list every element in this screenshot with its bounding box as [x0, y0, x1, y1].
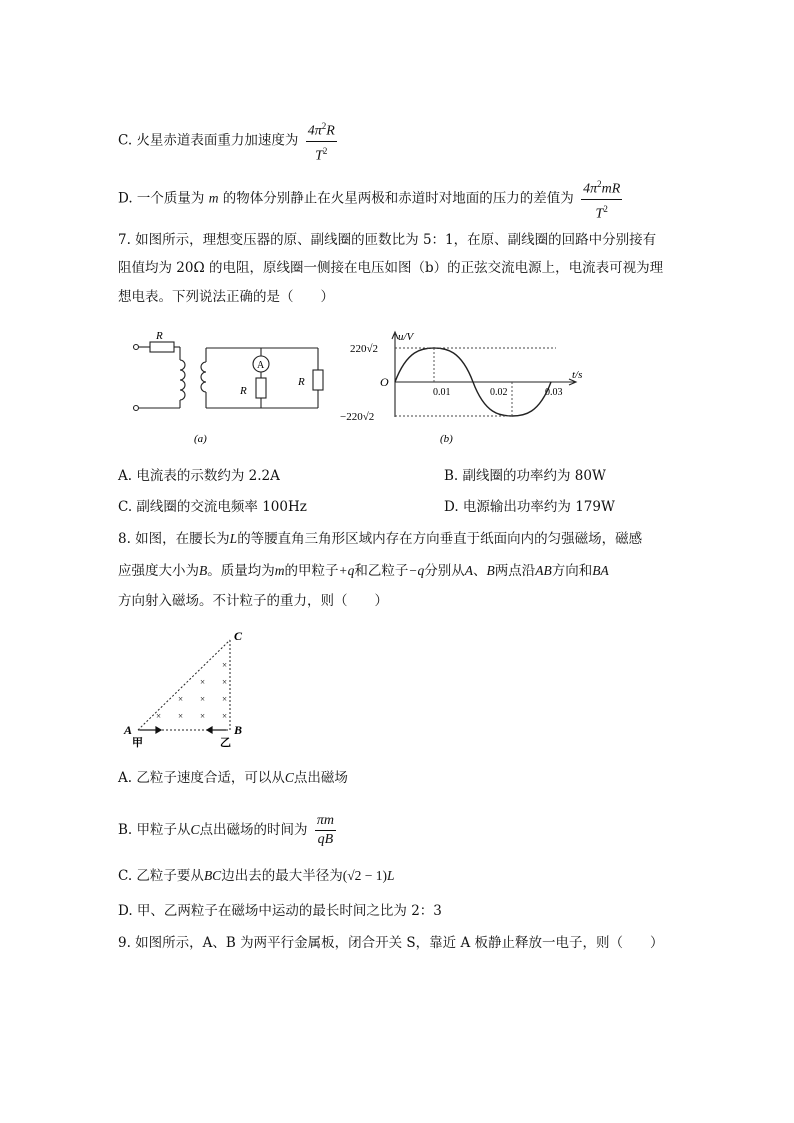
- terminal-top: [134, 345, 139, 350]
- frac-num-post: R: [326, 123, 335, 139]
- option-6d-fraction: [581, 175, 622, 223]
- terminal-bottom: [134, 406, 139, 411]
- y-axis-label: u/V: [398, 331, 414, 343]
- svg-text:×: ×: [178, 694, 184, 704]
- label-r-mid: R: [240, 385, 247, 397]
- svg-text:×: ×: [222, 660, 228, 670]
- tick-0-02: 0.02: [490, 387, 508, 398]
- secondary-coil: [201, 362, 206, 392]
- q7-option-b: B. 副线圈的功率约为 80W: [444, 468, 606, 484]
- q8-l2d: 和乙粒子: [354, 563, 409, 579]
- label-yi: 乙: [220, 737, 231, 749]
- q7-option-c: C. 副线圈的交流电频率 100Hz: [118, 499, 307, 515]
- q8-l2a: 应强度大小为: [118, 563, 199, 579]
- q8-opt-c-expr: (√2 − 1): [342, 868, 387, 883]
- option-6c: [118, 117, 337, 165]
- q8-option-a: [118, 768, 348, 788]
- q7-line2: 阻值均为 20Ω 的电阻，原线圈一侧接在电压如图（b）的正弦交流电源上，电流表可视为理: [118, 260, 664, 276]
- frac-den-sup: 2: [603, 203, 608, 214]
- q8-line3: 方向射入磁场。不计粒子的重力，则（ ）: [118, 593, 388, 609]
- y-top-label: 220√2: [350, 343, 379, 355]
- svg-text:×: ×: [200, 711, 206, 721]
- var-B2: B: [486, 563, 495, 578]
- label-r-top: R: [156, 330, 163, 342]
- q8-line1: [118, 529, 642, 549]
- resistor-primary: [150, 342, 174, 352]
- frac-num-pre: 4π: [583, 181, 598, 197]
- q7-option-a: A. 电流表的示数约为 2.2A: [118, 468, 280, 484]
- y-bottom-label: −220√2: [340, 411, 375, 423]
- q8-figure-triangle: [118, 628, 258, 753]
- vertex-c: C: [234, 629, 243, 643]
- label-jia: 甲: [132, 737, 143, 749]
- label-ammeter: A: [257, 360, 265, 371]
- svg-text:×: ×: [178, 711, 184, 721]
- q8-l1b: 的等腰直角三角形区域内存在方向垂直于纸面向内的匀强磁场，磁感: [237, 531, 643, 547]
- q8-l2g: 两点沿: [494, 563, 536, 579]
- var-C: C: [284, 770, 294, 785]
- q7-line3: 想电表。下列说法正确的是（ ）: [118, 289, 334, 305]
- frac-num: πm: [315, 812, 336, 831]
- frac-den-pre: T: [315, 148, 323, 164]
- q8-opt-b-1: B. 甲粒子从: [118, 822, 191, 838]
- svg-text:×: ×: [222, 711, 228, 721]
- q9-line1: 9. 如图所示，A、B 为两平行金属板，闭合开关 S，靠近 A 板静止释放一电子，则（ ）: [118, 935, 664, 951]
- q8-l2b: 。质量均为: [207, 563, 275, 579]
- q8-l1a: 8. 如图，在腰长为: [118, 531, 230, 547]
- vertex-b: B: [234, 723, 243, 737]
- option-6d-text: D. 一个质量为: [118, 190, 205, 207]
- var-B: B: [199, 563, 208, 578]
- svg-text:×: ×: [222, 677, 228, 687]
- svg-text:×: ×: [200, 694, 206, 704]
- q8-opt-c-2: 边出去的最大半径为: [221, 868, 343, 884]
- frac-num-pre: 4π: [307, 123, 322, 139]
- svg-text:×: ×: [222, 694, 228, 704]
- q8-opt-a-2: 点出磁场: [293, 770, 348, 786]
- vertex-a: A: [124, 723, 133, 737]
- var-L: L: [386, 868, 395, 883]
- q7-option-d: D. 电源输出功率约为 179W: [444, 499, 615, 515]
- option-6d: [118, 175, 622, 223]
- var-AB: AB: [535, 563, 552, 578]
- frac-den-pre: T: [595, 206, 604, 222]
- label-r-right: R: [298, 376, 305, 388]
- var-plus-q: +q: [338, 563, 355, 578]
- var-m: m: [274, 563, 285, 578]
- var-m: m: [208, 190, 219, 206]
- q8-opt-b-fraction: [315, 812, 336, 849]
- origin-label: O: [380, 375, 389, 389]
- frac-den-sup: 2: [322, 145, 328, 156]
- tick-0-03: 0.03: [545, 387, 563, 398]
- q7-figure-a-circuit: [122, 322, 342, 447]
- q8-l2f: 、: [473, 563, 487, 579]
- var-BA: BA: [592, 563, 609, 578]
- tick-0-01: 0.01: [433, 387, 451, 398]
- edge-ac: [138, 640, 230, 730]
- frac-den: qB: [317, 832, 334, 847]
- q8-opt-c-1: C. 乙粒子要从: [118, 868, 204, 884]
- primary-coil: [180, 360, 185, 400]
- q8-l2h: 方向和: [551, 563, 593, 579]
- resistor-middle: [256, 378, 266, 398]
- option-6c-fraction: [306, 117, 337, 165]
- field-crosses: [156, 660, 227, 721]
- frac-num-post: mR: [601, 181, 621, 197]
- q7-line1: 7. 如图所示，理想变压器的原、副线圈的匝数比为 5：1，在原、副线圈的回路中分别接有: [118, 232, 657, 248]
- label-fig-b: (b): [440, 433, 453, 445]
- var-A: A: [464, 563, 473, 578]
- option-6c-text: C. 火星赤道表面重力加速度为: [118, 132, 299, 149]
- var-minus-q: −q: [408, 563, 425, 578]
- q8-option-d: D. 甲、乙两粒子在磁场中运动的最长时间之比为 2：3: [118, 903, 442, 919]
- resistor-right: [313, 370, 323, 390]
- svg-text:×: ×: [200, 677, 206, 687]
- q8-opt-a-1: A. 乙粒子速度合适，可以从: [118, 770, 285, 786]
- var-C: C: [190, 822, 200, 837]
- q8-option-c: [118, 866, 394, 886]
- svg-text:×: ×: [156, 711, 162, 721]
- var-L: L: [229, 531, 238, 546]
- label-fig-a: (a): [194, 433, 207, 445]
- x-axis-label: t/s: [572, 369, 583, 381]
- q8-l2c: 的甲粒子: [284, 563, 339, 579]
- q8-line2: [118, 561, 609, 581]
- q7-figure-b-graph: [340, 322, 600, 447]
- frac-num-sup: 2: [321, 121, 327, 131]
- var-BC: BC: [203, 868, 222, 883]
- q8-option-b: [118, 812, 336, 849]
- q8-opt-b-2: 点出磁场的时间为: [199, 822, 308, 838]
- option-6d-text2: 的物体分别静止在火星两极和赤道时对地面的压力的差值为: [222, 190, 574, 207]
- frac-num-sup: 2: [597, 179, 602, 189]
- q8-l2e: 分别从: [424, 563, 465, 579]
